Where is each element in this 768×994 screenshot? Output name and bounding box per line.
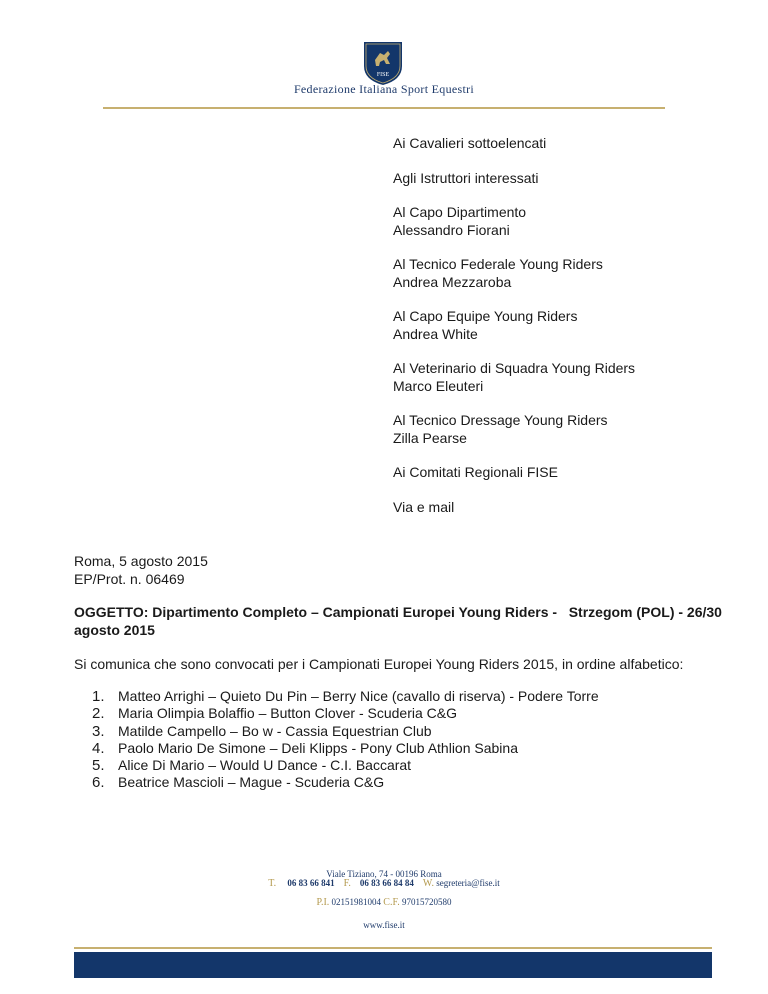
footer-fiscal bbox=[0, 897, 768, 908]
list-number: 5. bbox=[92, 757, 105, 775]
recipient-line: Al Tecnico Dressage Young Riders bbox=[393, 412, 608, 428]
list-number: 2. bbox=[92, 705, 105, 723]
recipient-capo-dipartimento bbox=[393, 204, 526, 239]
delivery-method bbox=[393, 499, 454, 517]
list-item bbox=[92, 688, 599, 705]
rider-entry: Maria Olimpia Bolaffio – Button Clover - Scuderia C&G bbox=[118, 705, 457, 722]
recipient-capo-equipe bbox=[393, 308, 577, 343]
protocol-number: EP/Prot. n. 06469 bbox=[74, 570, 185, 587]
rider-entry: Paolo Mario De Simone – Deli Klipps - Pony Club Athlion Sabina bbox=[118, 739, 518, 756]
recipient-line: Via e mail bbox=[393, 499, 455, 515]
recipient-person: Andrea White bbox=[393, 325, 478, 342]
list-number: 4. bbox=[92, 739, 105, 757]
subject-line bbox=[74, 604, 722, 639]
riders-list bbox=[92, 688, 599, 792]
fax-label: F. bbox=[343, 878, 351, 889]
logo-text: FISE bbox=[376, 72, 390, 78]
list-number: 6. bbox=[92, 774, 105, 792]
recipient-line: Ai Cavalieri sottoelencati bbox=[393, 135, 547, 151]
recipient-istruttori bbox=[393, 170, 539, 188]
vat-label: P.I. bbox=[316, 897, 330, 908]
recipient-line: Al Capo Equipe Young Riders bbox=[393, 308, 578, 324]
letter-meta bbox=[74, 553, 208, 588]
letterhead bbox=[0, 0, 768, 112]
place-date: Roma, 5 agosto 2015 bbox=[74, 553, 208, 569]
recipient-line: Al Capo Dipartimento bbox=[393, 204, 527, 220]
header-divider bbox=[103, 107, 665, 109]
recipient-person: Marco Eleuteri bbox=[393, 377, 484, 394]
email-address: segreteria@fise.it bbox=[436, 878, 500, 888]
recipient-comitati bbox=[393, 464, 558, 482]
rider-entry: Alice Di Mario – Would U Dance - C.I. Baccarat bbox=[118, 757, 412, 774]
recipient-line: Al Tecnico Federale Young Riders bbox=[393, 256, 603, 272]
recipient-cavalieri bbox=[393, 135, 546, 153]
list-item bbox=[92, 774, 599, 791]
web-email-label: W. bbox=[422, 878, 434, 889]
fax-number: 06 83 66 84 84 bbox=[359, 878, 414, 888]
recipient-line: Agli Istruttori interessati bbox=[393, 170, 539, 186]
footer-contacts bbox=[0, 878, 768, 889]
tax-code: 97015720580 bbox=[401, 897, 452, 907]
rider-entry: Beatrice Mascioli – Mague - Scuderia C&G bbox=[118, 774, 385, 791]
recipient-line: Al Veterinario di Squadra Young Riders bbox=[393, 360, 636, 376]
recipient-tecnico-dressage bbox=[393, 412, 608, 447]
recipient-person: Andrea Mezzaroba bbox=[393, 273, 512, 290]
list-item bbox=[92, 757, 599, 774]
footer-website: www.fise.it bbox=[363, 920, 405, 930]
list-number: 3. bbox=[92, 722, 105, 740]
footer-divider bbox=[74, 947, 712, 949]
recipient-person: Alessandro Fiorani bbox=[393, 221, 510, 238]
subject-line-2: agosto 2015 bbox=[74, 621, 155, 638]
footer-address: Viale Tiziano, 74 - 00196 Roma bbox=[326, 869, 442, 879]
tax-code-label: C.F. bbox=[383, 897, 400, 908]
fise-logo-icon bbox=[360, 40, 406, 86]
phone-label: T. bbox=[268, 878, 277, 889]
intro-paragraph: Si comunica che sono convocati per i Campionati Europei Young Riders 2015, in ordine alfabetico: bbox=[74, 656, 684, 672]
recipient-person: Zilla Pearse bbox=[393, 429, 467, 446]
list-item bbox=[92, 723, 599, 740]
list-item bbox=[92, 740, 599, 757]
list-item bbox=[92, 705, 599, 722]
recipient-line: Ai Comitati Regionali FISE bbox=[393, 464, 558, 480]
footer-band bbox=[74, 952, 712, 978]
organization-name: Federazione Italiana Sport Equestri bbox=[293, 82, 475, 96]
rider-entry: Matilde Campello – Bo w - Cassia Equestrian Club bbox=[118, 722, 432, 739]
vat-number: 02151981004 bbox=[331, 897, 382, 907]
recipient-tecnico-federale bbox=[393, 256, 603, 291]
list-number: 1. bbox=[92, 688, 105, 705]
subject-line-1: OGGETTO: Dipartimento Completo – Campionati Europei Young Riders - Strzegom (POL) - 26/30 bbox=[74, 604, 722, 620]
rider-entry: Matteo Arrighi – Quieto Du Pin – Berry Nice (cavallo di riserva) - Podere Torre bbox=[118, 688, 599, 704]
recipient-veterinario bbox=[393, 360, 635, 395]
phone-number: 06 83 66 841 bbox=[287, 878, 335, 888]
